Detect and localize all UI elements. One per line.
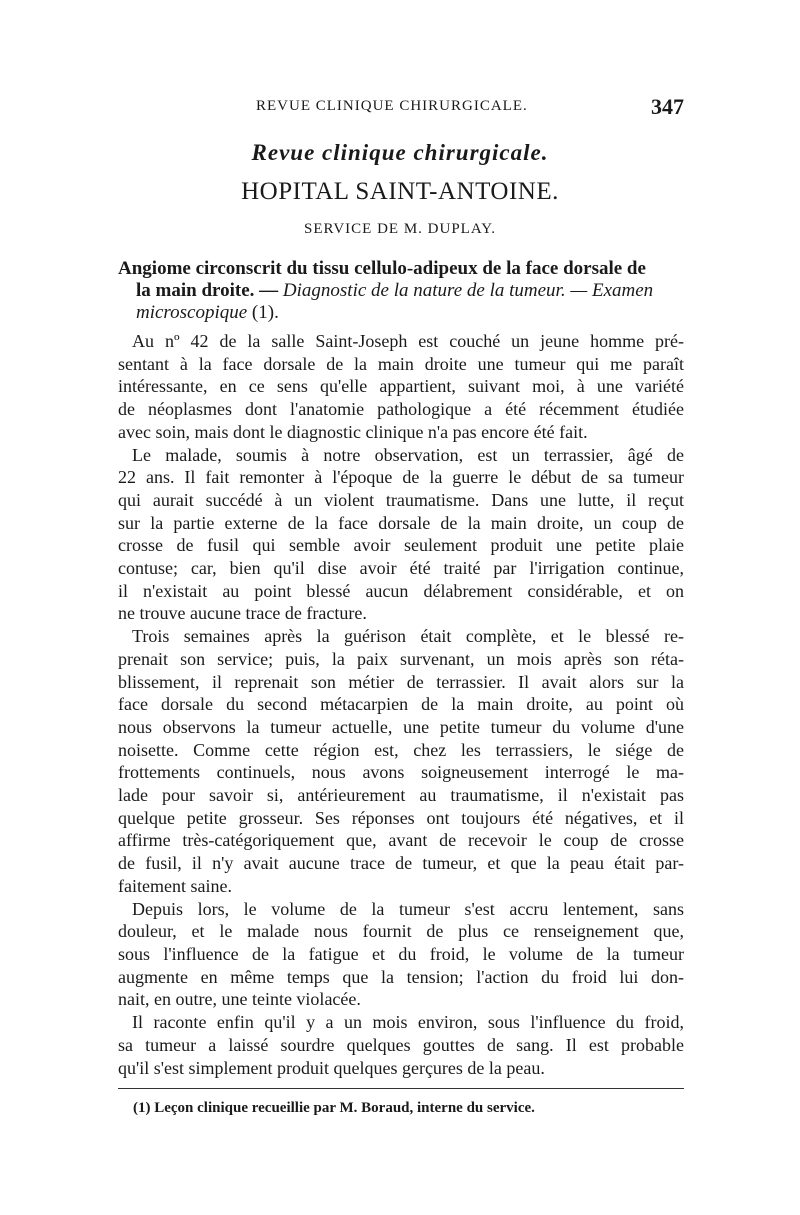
body-line: douleur, et le malade nous fournit de plus ce renseignement que, [118, 921, 684, 942]
body-line: de fusil, il n'y avait aucune trace de tumeur, et que la peau était par- [118, 853, 684, 874]
body-line: nous observons la tumeur actuelle, une petite tumeur du volume d'une [118, 716, 684, 737]
footnote-divider [118, 1088, 684, 1089]
body-line: Au nº 42 de la salle Saint-Joseph est couché un jeune homme pré- [132, 331, 684, 351]
body-line: affirme très-catégoriquement que, avant de recevoir le coup de crosse [118, 830, 684, 851]
body-line: Trois semaines après la guérison était complète, et le blessé re- [132, 626, 684, 647]
body-line: augmente en même temps que la tension; l'action du froid lui don- [118, 966, 684, 987]
body-line: faitement saine. [118, 875, 232, 896]
body-line: Depuis lors, le volume de la tumeur s'est accru lentement, sans [132, 898, 684, 919]
body-line: blissement, il reprenait son métier de terrassier. Il avait alors sur la [118, 671, 684, 692]
body-line: sa tumeur a laissé sourdre quelques gouttes de sang. Il est probable [118, 1034, 684, 1055]
body-line: il n'existait au point blessé aucun délabrement considérable, et on [118, 580, 684, 601]
body-line: face dorsale du second métacarpien de la main droite, au point où [118, 694, 684, 715]
section-title: Revue clinique chirurgicale. [251, 140, 549, 165]
body-line: intéressante, en ce sens qu'elle appartient, suivant moi, à une variété [118, 376, 684, 397]
article-title [118, 258, 684, 324]
page-number: 347 [651, 94, 684, 119]
body-line: contuse; car, bien qu'il dise avoir été traité par l'irrigation continue, [118, 558, 684, 579]
footnote: (1) Leçon clinique recueillie par M. Boraud, interne du service. [133, 1100, 535, 1116]
body-line: quelque petite grosseur. Ses réponses ont toujours été négatives, et il [118, 807, 684, 828]
running-header [118, 94, 684, 122]
body-line: 22 ans. Il fait remonter à l'époque de la guerre le début de sa tumeur [118, 467, 684, 488]
body-line: nait, en outre, une teinte violacée. [118, 989, 361, 1010]
article-title-line-3: microscopique (1). [136, 302, 279, 323]
body-line: sur la partie externe de la face dorsale de la main droite, un coup de [118, 512, 684, 533]
body-line: ne trouve aucune trace de fracture. [118, 603, 367, 624]
body-line: prenait son service; puis, la paix survenant, un mois après son réta- [118, 648, 684, 669]
body-line: qui aurait succédé à un violent traumatisme. Dans une lutte, il reçut [118, 489, 684, 510]
body-line: qu'il s'est simplement produit quelques gerçures de la peau. [118, 1057, 545, 1078]
running-title: REVUE CLINIQUE CHIRURGICALE. [256, 98, 528, 114]
body-line: sentant à la face dorsale de la main droite une tumeur qui me paraît [118, 353, 684, 374]
body-line: de néoplasmes dont l'anatomie pathologique a été récemment étudiée [118, 399, 684, 420]
body-line: avec soin, mais dont le diagnostic clinique n'a pas encore été fait. [118, 421, 588, 442]
body-line: Il raconte enfin qu'il y a un mois environ, sous l'influence du froid, [132, 1012, 684, 1033]
article-title-line-1: Angiome circonscrit du tissu cellulo-adipeux de la face dorsale de [118, 258, 646, 279]
body-line: lade pour savoir si, antérieurement au traumatisme, il n'existait pas [118, 785, 684, 806]
body-line: Le malade, soumis à notre observation, est un terrassier, âgé de [132, 444, 684, 465]
body-line: noisette. Comme cette région est, chez les terrassiers, le siége de [118, 739, 684, 760]
body-line: frottements continuels, nous avons soigneusement interrogé le ma- [118, 762, 684, 783]
article-title-line-2: la main droite. — Diagnostic de la nature de la tumeur. — Examen [136, 280, 654, 301]
service-heading: SERVICE DE M. DUPLAY. [304, 221, 496, 237]
hospital-heading: HOPITAL SAINT-ANTOINE. [241, 178, 559, 205]
body-line: crosse de fusil qui semble avoir seulement produit une petite plaie [118, 535, 684, 556]
body-line: sous l'influence de la fatigue et du froid, le volume de la tumeur [118, 943, 684, 964]
body-text [118, 330, 684, 1079]
